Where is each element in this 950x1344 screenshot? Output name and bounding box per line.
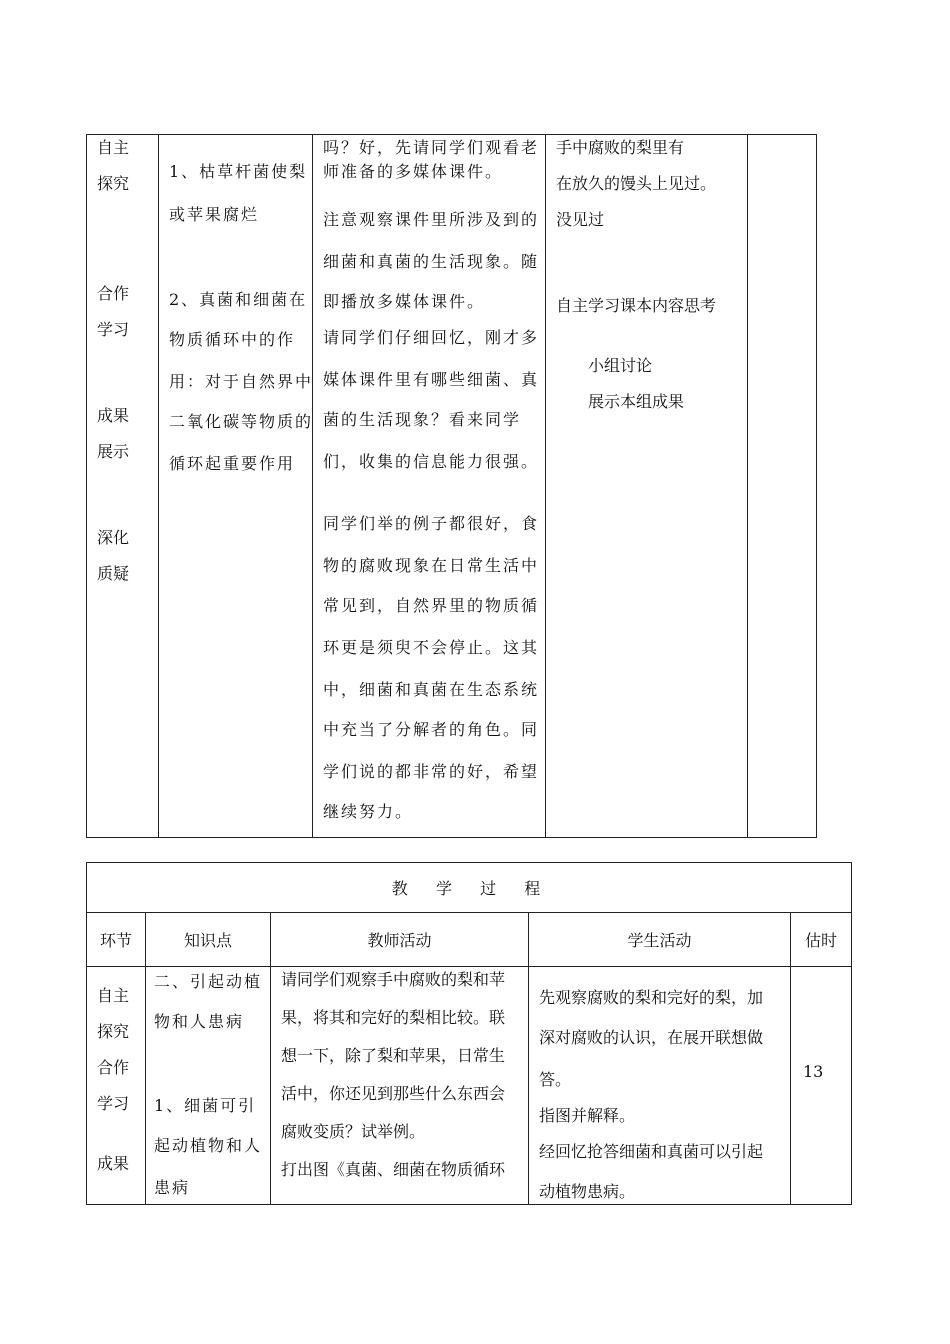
teacher-line: 注意观察课件里所涉及到的 — [323, 210, 540, 229]
teacher-line: 中，细菌和真菌在生态系统 — [323, 680, 540, 699]
teacher-line: 同学们举的例子都很好，食 — [323, 514, 540, 533]
student-line: 先观察腐败的梨和完好的梨，加 — [539, 988, 764, 1007]
student-activity-cell — [546, 135, 748, 838]
teacher-line: 请同学们观察手中腐败的梨和苹 — [281, 970, 506, 989]
header-knowledge: 知识点 — [146, 913, 271, 967]
teacher-line: 继续努力。 — [323, 802, 414, 821]
lesson-table-part2 — [86, 862, 852, 1205]
student-line: 展示本组成果 — [588, 392, 685, 411]
knowledge-line: 起动植物和人 — [154, 1136, 263, 1155]
knowledge-line: 二、引起动植 — [154, 972, 263, 991]
header-stage: 环节 — [87, 913, 146, 967]
teacher-line: 请同学们仔细回忆，刚才多 — [323, 328, 540, 347]
student-activity-cell — [529, 967, 791, 1205]
teacher-line: 媒体课件里有哪些细菌、真 — [323, 370, 540, 389]
stage-label: 成果 — [97, 1154, 130, 1173]
knowledge-line: 患病 — [154, 1178, 191, 1197]
header-teacher: 教师活动 — [271, 913, 529, 967]
stage-label: 深化 — [97, 528, 130, 547]
stage-label: 展示 — [97, 442, 130, 461]
teacher-line: 常见到，自然界里的物质循 — [323, 596, 540, 615]
stage-label: 学习 — [97, 320, 130, 339]
knowledge-line: 循环起重要作用 — [169, 454, 296, 473]
knowledge-line: 用：对于自然界中 — [169, 372, 314, 391]
student-line: 经回忆抢答细菌和真菌可以引起 — [539, 1142, 764, 1161]
student-line: 手中腐败的梨里有 — [556, 138, 685, 157]
table-title — [87, 863, 852, 913]
teacher-line: 物的腐败现象在日常生活中 — [323, 556, 540, 575]
student-line: 指图并解释。 — [539, 1106, 636, 1125]
knowledge-cell — [146, 967, 271, 1205]
student-line: 自主学习课本内容思考 — [556, 296, 717, 315]
knowledge-line: 1、枯草杆菌使梨 — [169, 162, 308, 181]
time-cell — [748, 135, 817, 838]
student-line: 深对腐败的认识，在展开联想做 — [539, 1028, 764, 1047]
teacher-line: 菌的生活现象？看来同学 — [323, 410, 522, 429]
stage-label: 探究 — [97, 174, 130, 193]
knowledge-line: 二氧化碳等物质的 — [169, 412, 314, 431]
knowledge-line: 物和人患病 — [154, 1012, 245, 1031]
stage-label: 自主 — [97, 138, 130, 157]
stage-label: 质疑 — [97, 564, 130, 583]
teacher-activity-cell — [271, 967, 529, 1205]
stage-label: 合作 — [97, 1058, 130, 1077]
teacher-line: 活中，你还见到那些什么东西会 — [281, 1084, 506, 1103]
knowledge-cell — [159, 135, 313, 838]
teacher-line: 果，将其和完好的梨相比较。联 — [281, 1008, 506, 1027]
knowledge-line: 或苹果腐烂 — [169, 205, 260, 224]
stage-cell — [87, 967, 146, 1205]
student-line: 没见过 — [556, 210, 605, 229]
teacher-line: 学们说的都非常的好，希望 — [323, 762, 540, 781]
stage-label: 自主 — [97, 986, 130, 1005]
lesson-table-part1 — [86, 134, 817, 838]
stage-label: 成果 — [97, 406, 130, 425]
header-time: 估时 — [791, 913, 852, 967]
stage-label: 合作 — [97, 284, 130, 303]
stage-label: 学习 — [97, 1094, 130, 1113]
teacher-line: 师准备的多媒体课件。 — [323, 162, 504, 181]
teacher-line: 中充当了分解者的角色。同 — [323, 720, 540, 739]
teacher-activity-cell — [313, 135, 546, 838]
table-title-text: 教 学 过 程 — [391, 879, 547, 898]
teacher-line: 环更是须臾不会停止。这其 — [323, 638, 540, 657]
teacher-line: 们，收集的信息能力很强。 — [323, 452, 540, 471]
student-line: 答。 — [539, 1070, 572, 1089]
knowledge-line: 2、真菌和细菌在 — [169, 290, 308, 309]
student-line: 小组讨论 — [588, 356, 653, 375]
teacher-line: 即播放多媒体课件。 — [323, 292, 486, 311]
knowledge-line: 物质循环中的作 — [169, 330, 296, 349]
header-student: 学生活动 — [529, 913, 791, 967]
teacher-line: 腐败变质？试举例。 — [281, 1122, 426, 1141]
teacher-line: 想一下，除了梨和苹果，日常生 — [281, 1046, 506, 1065]
teacher-line: 细菌和真菌的生活现象。随 — [323, 252, 540, 271]
student-line: 动植物患病。 — [539, 1182, 636, 1201]
teacher-line: 打出图《真菌、细菌在物质循环 — [281, 1160, 506, 1179]
time-value: 13 — [803, 1062, 824, 1081]
stage-label: 探究 — [97, 1022, 130, 1041]
stage-cell — [87, 135, 159, 838]
knowledge-line: 1、细菌可引 — [154, 1096, 257, 1115]
time-cell — [791, 967, 852, 1205]
student-line: 在放久的馒头上见过。 — [556, 174, 717, 193]
teacher-line: 吗？好，先请同学们观看老 — [323, 138, 540, 157]
